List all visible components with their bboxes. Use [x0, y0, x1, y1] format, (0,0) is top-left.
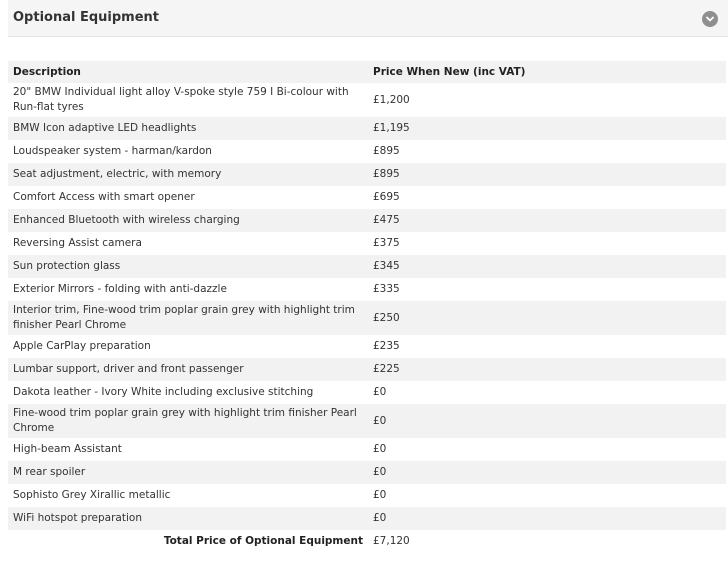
equipment-description: Apple CarPlay preparation [13, 340, 151, 352]
table-row [8, 209, 726, 232]
equipment-price: £0 [373, 414, 387, 427]
total-label: Total Price of Optional Equipment [163, 535, 363, 547]
equipment-description: Sun protection glass [13, 260, 121, 272]
table-row [8, 117, 726, 140]
equipment-description: High-beam Assistant [13, 443, 122, 455]
table-row [8, 461, 726, 484]
table-row [8, 484, 726, 507]
equipment-description: Enhanced Bluetooth with wireless charging [13, 214, 240, 226]
column-header-description: Description [8, 61, 368, 83]
chevron-down-icon[interactable] [702, 11, 718, 27]
equipment-description: Lumbar support, driver and front passenger [13, 363, 244, 375]
equipment-price: £1,195 [373, 122, 410, 134]
table-row [8, 381, 726, 404]
equipment-price: £345 [373, 260, 400, 272]
total-row [8, 530, 726, 553]
equipment-description: 20" BMW Individual light alloy V-spoke style 759 I Bi-colour with Run-flat tyres [13, 86, 349, 113]
equipment-description: WiFi hotspot preparation [13, 512, 142, 524]
equipment-description: Loudspeaker system - harman/kardon [13, 145, 212, 157]
equipment-price: £0 [373, 489, 387, 501]
equipment-description: Exterior Mirrors - folding with anti-dazzle [13, 283, 227, 295]
equipment-description: Dakota leather - Ivory White including exclusive stitching [13, 386, 314, 398]
equipment-description: Fine-wood trim poplar grain grey with highlight trim finisher Pearl Chrome [13, 407, 357, 434]
table-row [8, 358, 726, 381]
optional-equipment-header[interactable] [8, 0, 728, 37]
equipment-price: £0 [373, 466, 387, 478]
table-row [8, 83, 726, 117]
table-header-row [8, 61, 726, 83]
equipment-price: £335 [373, 283, 400, 295]
equipment-description: Seat adjustment, electric, with memory [13, 168, 222, 180]
table-row [8, 278, 726, 301]
table-row [8, 335, 726, 358]
equipment-description: Interior trim, Fine-wood trim poplar grain grey with highlight trim finisher Pearl Chrome [13, 304, 355, 331]
equipment-price: £0 [373, 386, 387, 398]
equipment-description: BMW Icon adaptive LED headlights [13, 122, 197, 134]
table-row [8, 163, 726, 186]
table-row [8, 255, 726, 278]
column-header-price: Price When New (inc VAT) [368, 61, 726, 83]
table-row [8, 438, 726, 461]
equipment-description: Sophisto Grey Xirallic metallic [13, 489, 171, 501]
table-row [8, 232, 726, 255]
equipment-description: Reversing Assist camera [13, 237, 142, 249]
table-row [8, 140, 726, 163]
equipment-price: £225 [373, 363, 400, 375]
equipment-price: £895 [373, 168, 400, 180]
total-value: £7,120 [373, 535, 410, 547]
equipment-rows [8, 83, 726, 553]
equipment-description: Comfort Access with smart opener [13, 191, 195, 203]
table-row [8, 186, 726, 209]
equipment-price: £375 [373, 237, 400, 249]
equipment-price: £0 [373, 443, 387, 455]
table-row [8, 404, 726, 438]
equipment-price: £0 [373, 512, 387, 524]
section-title: Optional Equipment [13, 10, 160, 25]
equipment-price: £895 [373, 145, 400, 157]
equipment-price: £235 [373, 340, 400, 352]
equipment-table [8, 61, 726, 553]
equipment-price: £695 [373, 191, 400, 203]
equipment-price: £1,200 [373, 93, 410, 106]
table-row [8, 507, 726, 530]
table-row [8, 301, 726, 335]
equipment-description: M rear spoiler [13, 466, 86, 478]
equipment-price: £475 [373, 214, 400, 226]
equipment-price: £250 [373, 311, 400, 324]
